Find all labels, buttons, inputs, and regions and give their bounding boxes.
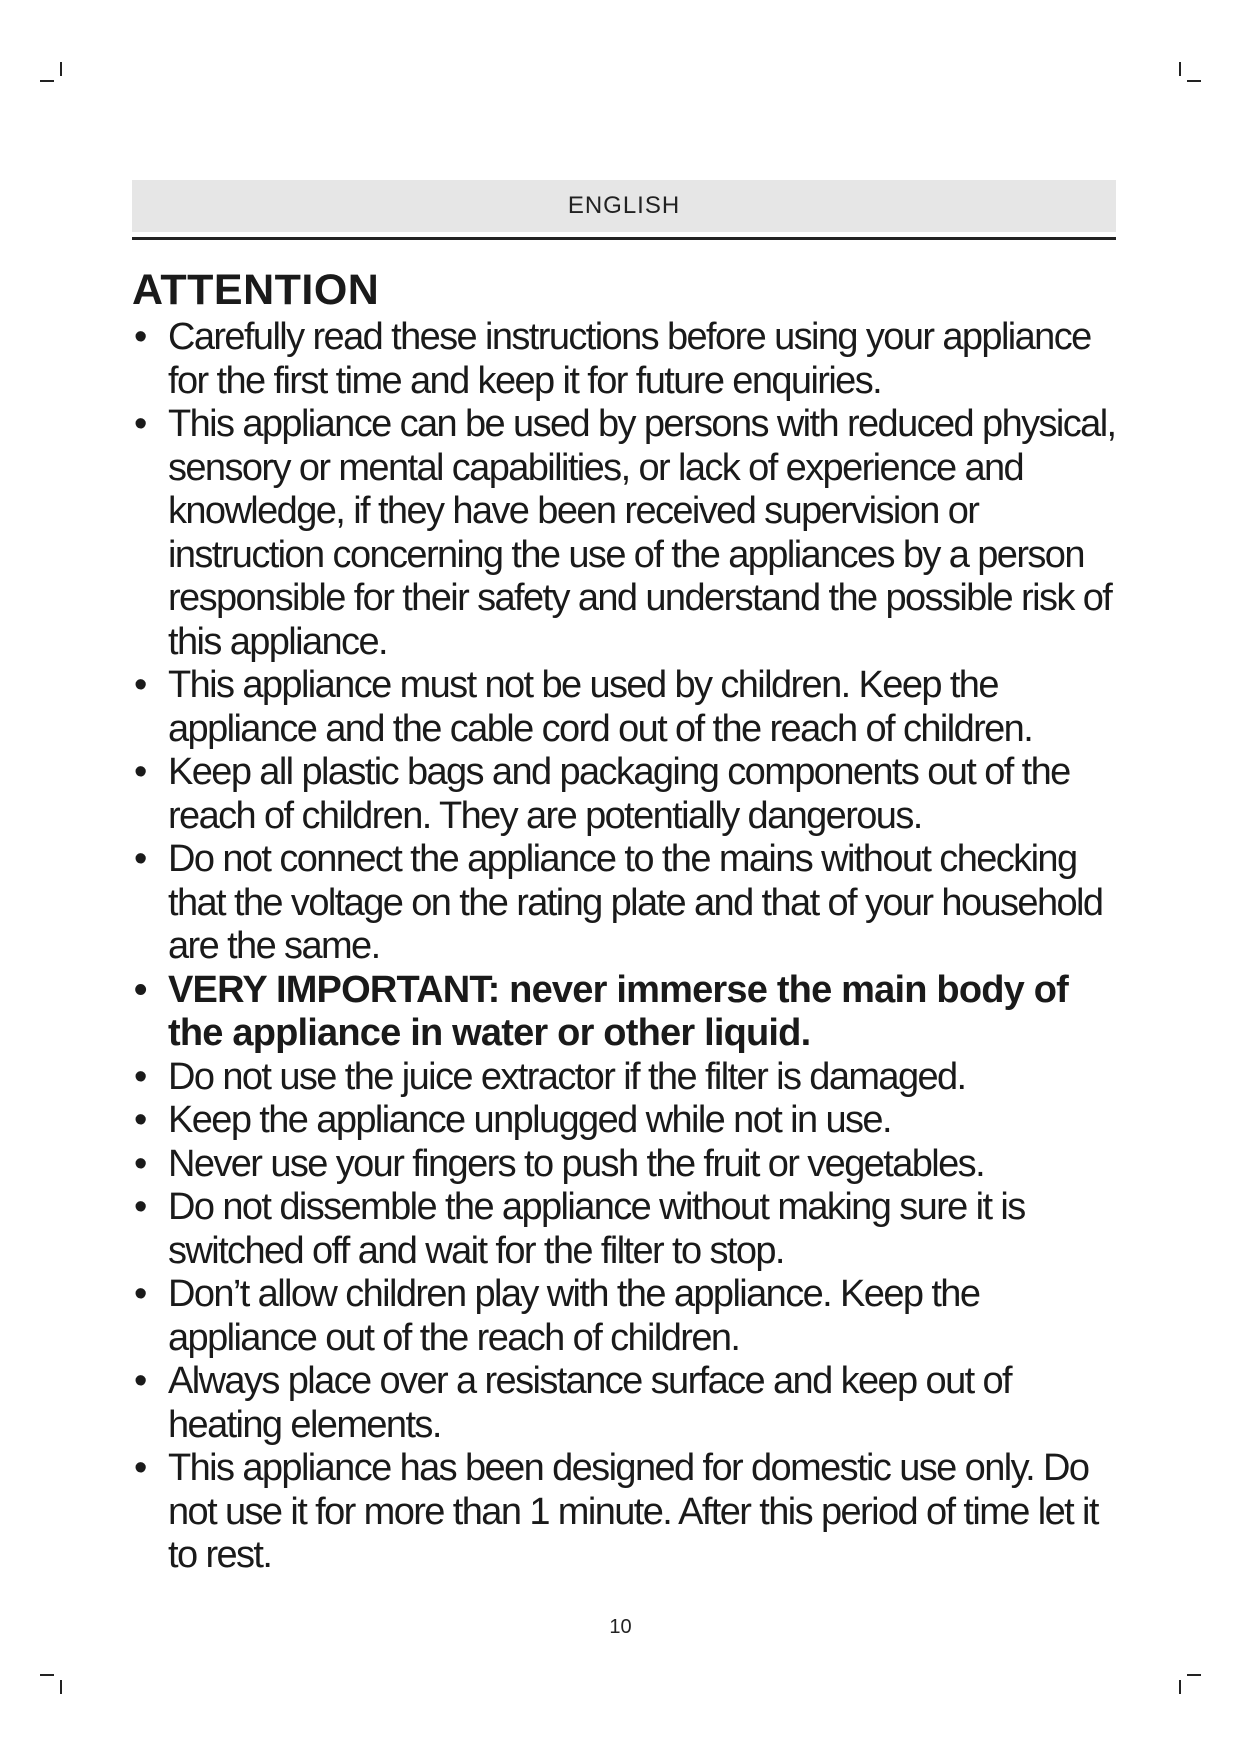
list-item: • Never use your fingers to push the fruit or vegetables. — [132, 1143, 1132, 1187]
list-item: • Do not connect the appliance to the mains without checking that the voltage on the rating plate and that of your household are the same. — [132, 838, 1132, 969]
list-item: • Keep the appliance unplugged while not in use. — [132, 1099, 1132, 1143]
list-item: • This appliance can be used by persons with reduced physical, sensory or mental capabilities, or lack of experience and knowledge, if they have been received supervision or instruction concerning the use of the appliances by a person responsible for their safety and understand the possible risk of this appliance. — [132, 403, 1132, 664]
list-item: • Keep all plastic bags and packaging components out of the reach of children. They are potentially dangerous. — [132, 751, 1132, 838]
list-item: • Do not use the juice extractor if the filter is damaged. — [132, 1056, 1132, 1100]
crop-mark-top-right-v — [1179, 62, 1181, 76]
attention-section — [132, 264, 1132, 1578]
language-header — [132, 180, 1116, 232]
crop-mark-top-right — [1187, 80, 1201, 82]
crop-mark-top-left-v — [60, 62, 62, 76]
crop-mark-bottom-right — [1187, 1674, 1201, 1676]
list-item: • This appliance must not be used by children. Keep the appliance and the cable cord out of the reach of children. — [132, 664, 1132, 751]
list-item-important: • VERY IMPORTANT: never immerse the main body of the appliance in water or other liquid. — [132, 969, 1132, 1056]
list-item: • Do not dissemble the appliance without making sure it is switched off and wait for the filter to stop. — [132, 1186, 1132, 1273]
crop-mark-top-left — [40, 80, 54, 82]
list-item: • Always place over a resistance surface and keep out of heating elements. — [132, 1360, 1132, 1447]
language-label: ENGLISH — [567, 192, 681, 219]
crop-mark-bottom-left-v — [60, 1680, 62, 1694]
crop-mark-bottom-left — [40, 1674, 54, 1676]
header-divider — [132, 237, 1116, 240]
crop-mark-bottom-right-v — [1179, 1680, 1181, 1694]
list-item: • Don’t allow children play with the appliance. Keep the appliance out of the reach of children. — [132, 1273, 1132, 1360]
list-item: • This appliance has been designed for domestic use only. Do not use it for more than 1 minute. After this period of time let it to rest. — [132, 1447, 1132, 1578]
section-title: ATTENTION — [132, 266, 380, 314]
list-item: • Carefully read these instructions before using your appliance for the first time and keep it for future enquiries. — [132, 316, 1132, 403]
page-number: 10 — [609, 1616, 632, 1638]
safety-list — [132, 316, 1132, 1578]
